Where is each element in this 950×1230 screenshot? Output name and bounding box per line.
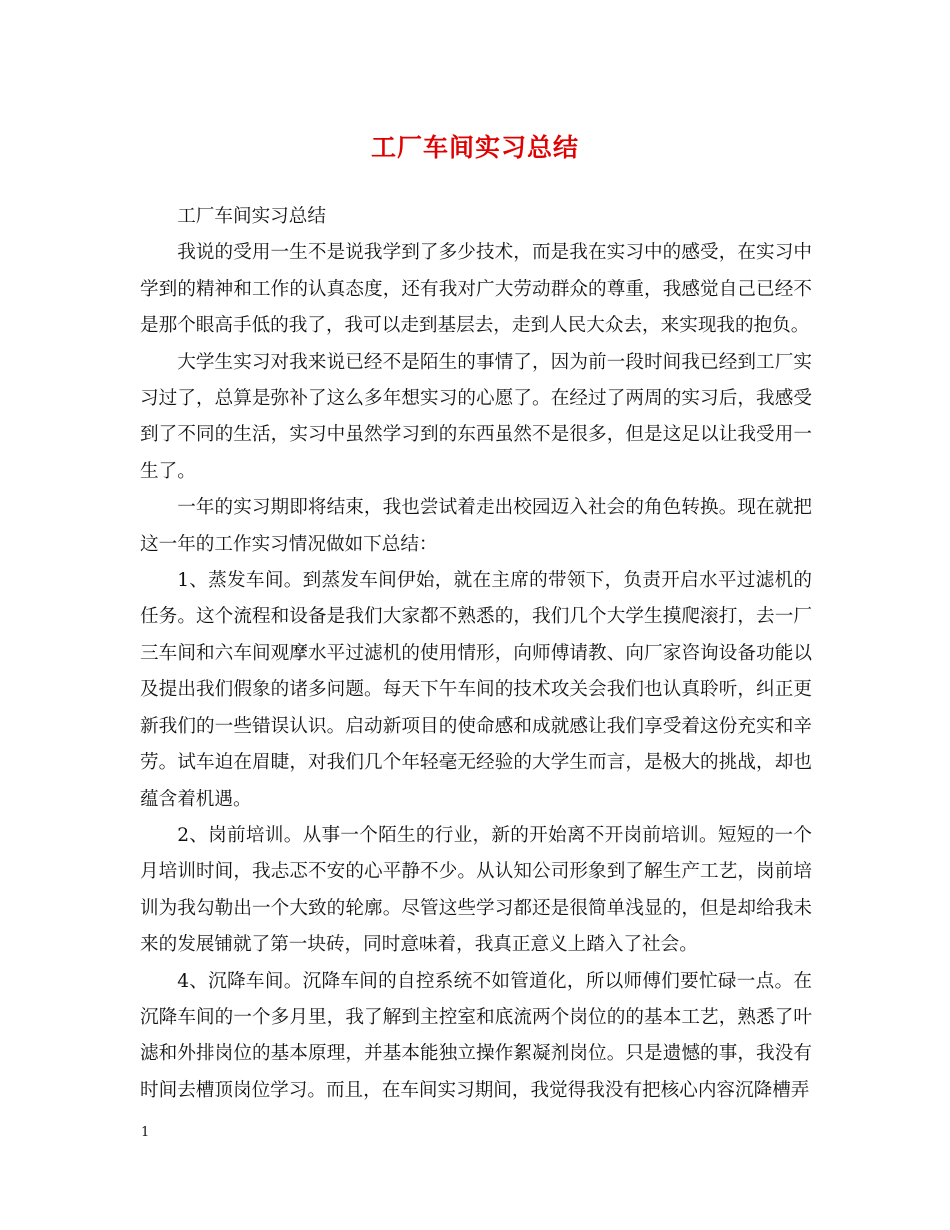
- page-number: 1: [141, 1125, 150, 1140]
- paragraph: 1、蒸发车间。到蒸发车间伊始，就在主席的带领下，负责开启水平过滤机的任务。这个流程和设备是我们大家都不熟悉的，我们几个大学生摸爬滚打，去一厂三车间和六车间观摩水平过滤机的使用情形，向师傅请教、向厂家咨询设备功能以及提出我们假象的诸多问题。每天下午车间的技术攻关会我们也认真聆听，纠正更新我们的一些错误认识。启动新项目的使命感和成就感让我们享受着这份充实和辛劳。试车迫在眉睫，对我们几个年轻毫无经验的大学生而言，是极大的挑战，却也蕴含着机遇。: [140, 570, 812, 810]
- document-title: 工厂车间实习总结: [370, 133, 579, 162]
- paragraph: 我说的受用一生不是说我学到了多少技术，而是我在实习中的感受，在实习中学到的精神和工作的认真态度，还有我对广大劳动群众的尊重，我感觉自己已经不是那个眼高手低的我了，我可以走到基层去，走到人民大众去，来实现我的抱负。: [140, 242, 812, 337]
- document-body: [140, 199, 812, 1109]
- paragraph-heading: 工厂车间实习总结: [177, 206, 326, 227]
- paragraph: 大学生实习对我来说已经不是陌生的事情了，因为前一段时间我已经到工厂实习过了，总算是弥补了这么多年想实习的心愿了。在经过了两周的实习后，我感受到了不同的生活，实习中虽然学习到的东西虽然不是很多，但是这足以让我受用一生了。: [140, 351, 812, 482]
- paragraph: 4、沉降车间。沉降车间的自控系统不如管道化，所以师傅们要忙碌一点。在沉降车间的一个多月里，我了解到主控室和底流两个岗位的的基本工艺，熟悉了叶滤和外排岗位的基本原理，并基本能独立操作絮凝剂岗位。只是遗憾的事，我没有时间去槽顶岗位学习。而且，在车间实习期间，我觉得我没有把核心内容沉降槽弄: [140, 970, 812, 1101]
- paragraph: 一年的实习期即将结束，我也尝试着走出校园迈入社会的角色转换。现在就把这一年的工作实习情况做如下总结：: [140, 497, 812, 555]
- paragraph: 2、岗前培训。从事一个陌生的行业，新的开始离不开岗前培训。短短的一个月培训时间，我忐忑不安的心平静不少。从认知公司形象到了解生产工艺，岗前培训为我勾勒出一个大致的轮廓。尽管这些学习都还是很简单浅显的，但是却给我未来的发展铺就了第一块砖，同时意味着，我真正意义上踏入了社会。: [140, 824, 812, 956]
